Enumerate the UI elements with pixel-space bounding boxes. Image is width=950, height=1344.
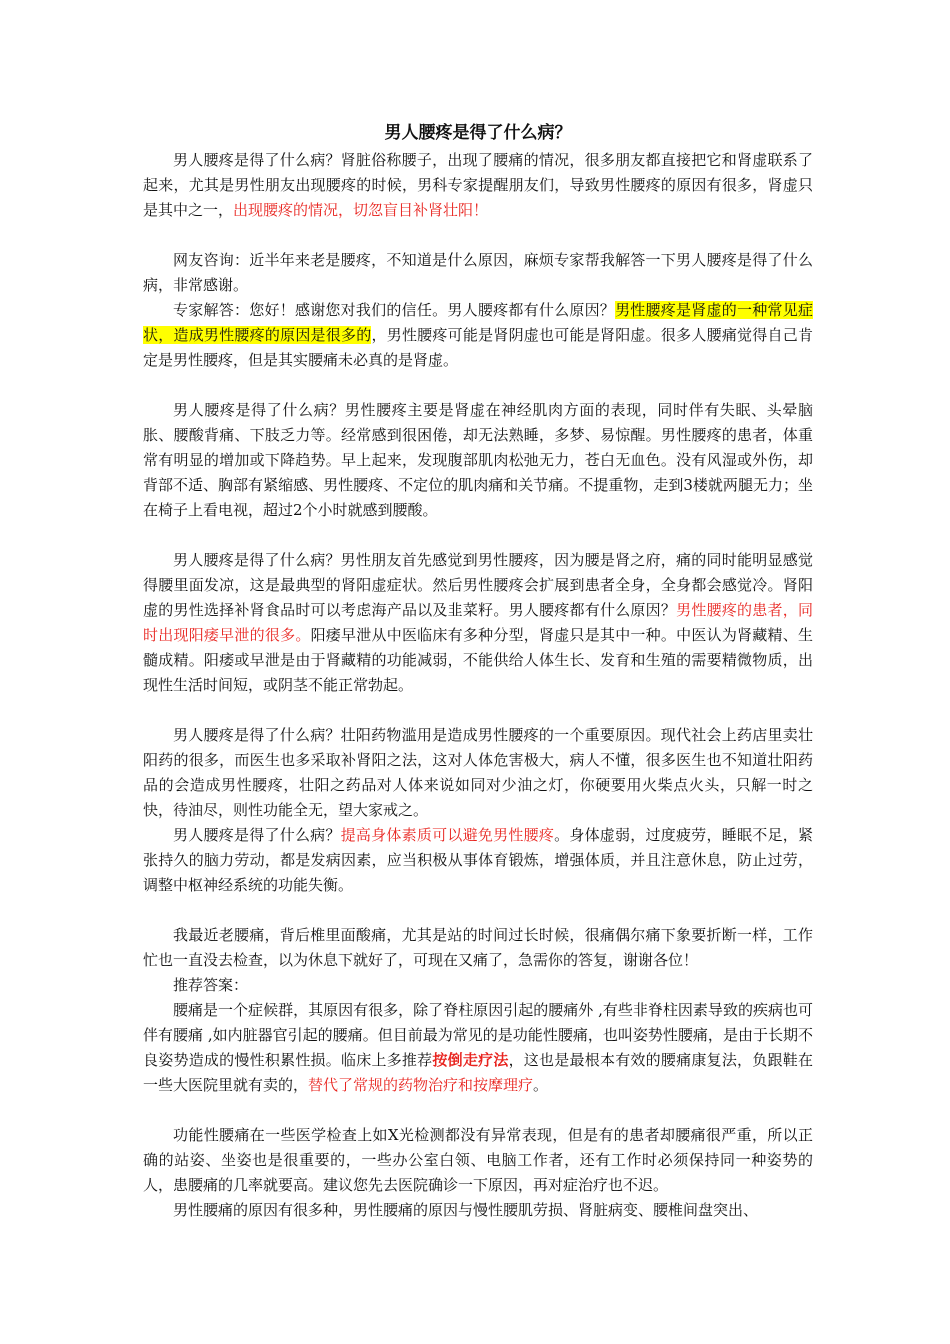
- red-text: 替代了常规的药物治疗和按摩理疗: [308, 1076, 534, 1094]
- paragraph-user-question: 我最近老腰痛，背后椎里面酸痛，尤其是站的时间过长时候，很痛偶尔痛下象要折断一样，工作忙也一直没去检查，以为休息下就好了，可现在又痛了，急需你的答复，谢谢各位！: [143, 926, 813, 969]
- paragraph-recommended-answer: 腰痛是一个症候群，其原因有很多，除了脊柱原因引起的腰痛外 ,有些非脊柱因素导致的疾病也可伴有腰痛 ,如内脏器官引起的腰痛。但目前最为常见的是功能性腰痛，也叫姿势性腰痛，是由于长期不良姿势造成的慢性积累性损。临床上多推荐按倒走疗法，这也是最根本有效的腰痛康复法，负跟鞋在一些大医院里就有卖的，替代了常规的药物治疗和按摩理疗。: [143, 1001, 813, 1094]
- recommended-answer-label: 推荐答案：: [173, 976, 249, 994]
- paragraph-functional-pain: 功能性腰痛在一些医学检查上如X光检测都没有异常表现，但是有的患者却腰痛很严重，所以正确的站姿、坐姿也是很重要的，一些办公室白领、电脑工作者，还有工作时必须保持同一种姿势的人，患腰痛的几率就要高。建议您先去医院确诊一下原因，再对症治疗也不迟。: [143, 1126, 813, 1194]
- paragraph-symptoms: 男人腰疼是得了什么病？男性腰疼主要是肾虚在神经肌肉方面的表现，同时伴有失眠、头晕脑胀、腰酸背痛、下肢乏力等。经常感到很困倦，却无法熟睡，多梦、易惊醒。男性腰疼的患者，体重常有明显的增加或下降趋势。早上起来，发现腹部肌肉松弛无力，苍白无血色。没有风湿或外伤，却背部不适、胸部有紧缩感、男性腰疼、不定位的肌肉痛和关节痛。不提重物，走到3楼就两腿无力；坐在椅子上看电视，超过2个小时就感到腰酸。: [143, 401, 813, 519]
- paragraph-drug-abuse: 男人腰疼是得了什么病？壮阳药物滥用是造成男性腰疼的一个重要原因。现代社会上药店里卖壮阳药的很多，而医生也多采取补肾阳之法，这对人体危害极大，病人不懂，很多医生也不知道壮阳药品的会造成男性腰疼，壮阳之药品对人体来说如同对少油之灯，你硬要用火柴点火头，只解一时之快，待油尽，则性功能全无，望大家戒之。: [143, 726, 813, 819]
- paragraph-intro: 男人腰疼是得了什么病？肾脏俗称腰子，出现了腰痛的情况，很多朋友都直接把它和肾虚联系了起来，尤其是男性朋友出现腰疼的时候，男科专家提醒朋友们，导致男性腰疼的原因有很多，肾虚只是其中之一，出现腰疼的情况，切忽盲目补肾壮阳！: [143, 151, 813, 219]
- document-page: [143, 118, 813, 1223]
- paragraph-physique: 男人腰疼是得了什么病？提高身体素质可以避免男性腰疼。身体虚弱，过度疲劳，睡眠不足，紧张持久的脑力劳动，都是发病因素，应当积极从事体育锻炼，增强体质，并且注意休息，防止过劳，调整中枢神经系统的功能失衡。: [143, 826, 813, 894]
- red-text: 提高身体素质可以避免男性腰疼: [340, 826, 555, 844]
- warning-text: 出现腰疼的情况，切忽盲目补肾壮阳！: [233, 201, 489, 219]
- paragraph-expert-answer: 专家解答：您好！感谢您对我们的信任。男人腰疼都有什么原因？男性腰疼是肾虚的一种常见症状，造成男性腰疼的原因是很多的，男性腰疼可能是肾阴虚也可能是肾阳虚。很多人腰痛觉得自己肯定是男性腰疼，但是其实腰痛未必真的是肾虚。: [143, 301, 813, 369]
- page-title: 男人腰疼是得了什么病？: [384, 123, 572, 143]
- bold-red-text: 按倒走疗法: [432, 1051, 509, 1069]
- red-text: 男性腰疼的患者，同时出现阳痿早泄的很多。: [143, 601, 813, 644]
- paragraph-kidney-yang: 男人腰疼是得了什么病？男性朋友首先感觉到男性腰疼，因为腰是肾之府，痛的同时能明显感觉得腰里面发凉，这是最典型的肾阳虚症状。然后男性腰疼会扩展到患者全身，全身都会感觉冷。肾阳虚的男性选择补肾食品时可以考虑海产品以及韭菜籽。男人腰疼都有什么原因？男性腰疼的患者，同时出现阳痿早泄的很多。阳痿早泄从中医临床有多种分型，肾虚只是其中一种。中医认为肾藏精、生髓成精。阳痿或早泄是由于肾藏精的功能减弱，不能供给人体生长、发育和生殖的需要精微物质，出现性生活时间短，或阴茎不能正常勃起。: [143, 551, 813, 694]
- paragraph-causes: 男性腰痛的原因有很多种，男性腰痛的原因与慢性腰肌劳损、肾脏病变、腰椎间盘突出、: [173, 1201, 759, 1219]
- paragraph-question: 网友咨询：近半年来老是腰疼，不知道是什么原因，麻烦专家帮我解答一下男人腰疼是得了什么病，非常感谢。: [143, 251, 813, 294]
- highlighted-text: 男性腰疼是肾虚的一种常见症状，造成男性腰疼的原因是很多的: [143, 301, 813, 344]
